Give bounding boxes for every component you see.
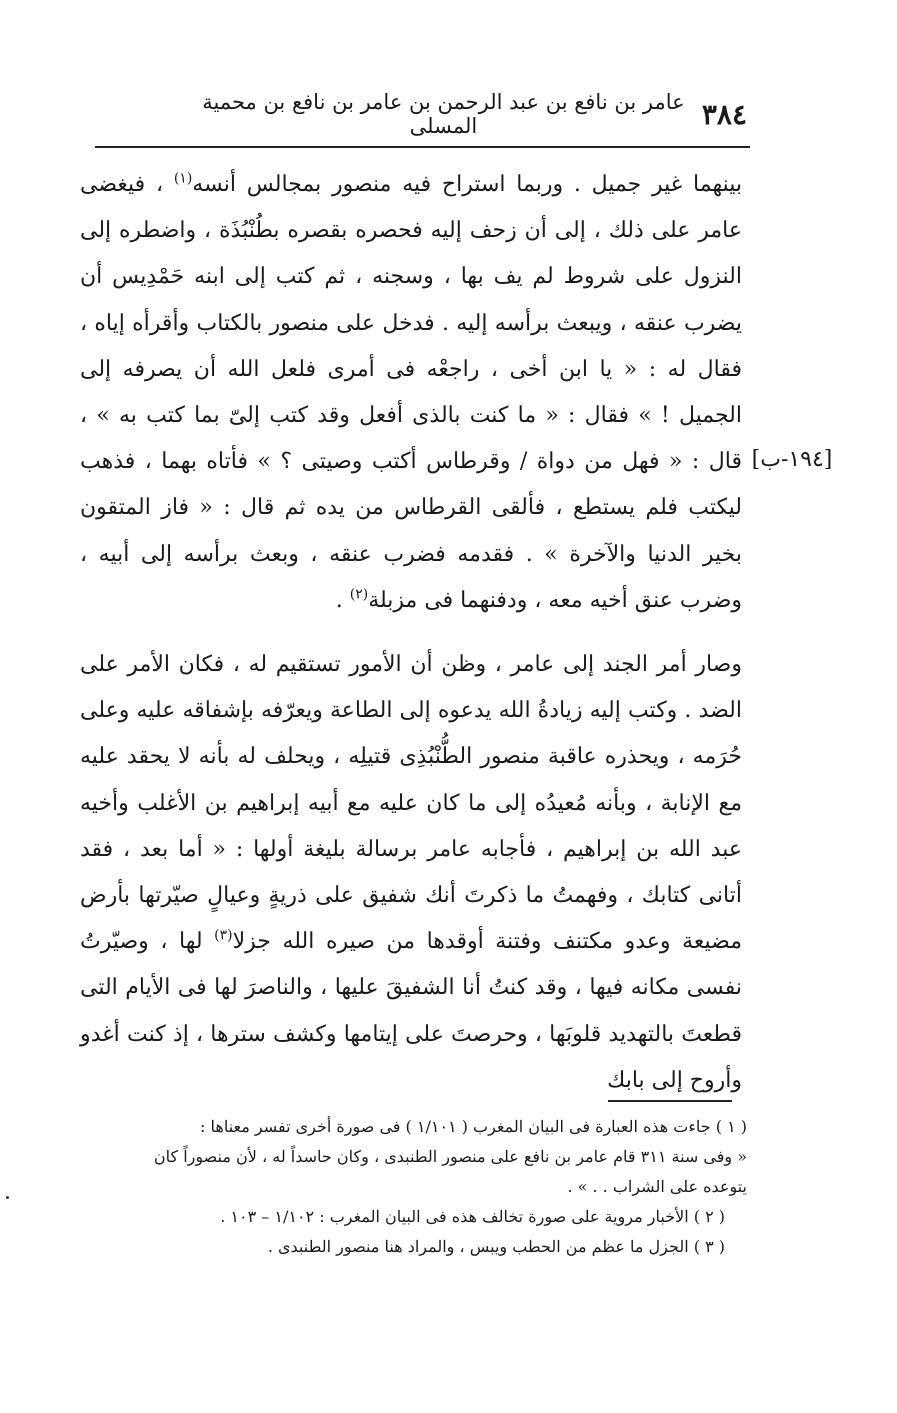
footnote-ref-1[interactable]: (١) — [173, 170, 193, 187]
paragraph-1 — [80, 162, 742, 624]
paragraph-2-part-b: لها ، وصيّرتُ نفسى مكانه فيها ، وقد كنتُ أنا الشفيقَ عليها ، والناصرَ لها فى الأيام التى قطعتَ بالتهديد قلوبَها ، وحرصتَ على إيتامها وكشف سترها ، إذ كنت أغدو وأروح إلى بابك — [80, 929, 742, 1093]
main-text — [80, 162, 742, 1104]
footnote-ref-2[interactable]: (٢) — [349, 586, 369, 603]
paragraph-1-part-a: بينهما غير جميل . وربما استراح فيه منصور بمجالس أنسه — [192, 172, 742, 197]
footnote-2: ( ٢ ) الأخبار مروية على صورة تخالف هذه فى البيان المغرب : ١/١٠٢ – ١٠٣ . — [220, 1207, 725, 1226]
footnote-1-line-2: « وفى سنة ٣١١ قام عامر بن نافع على منصور الطنبدى ، وكان حاسداً له ، لأن منصوراً كان — [153, 1147, 747, 1166]
scan-speck — [6, 1196, 9, 1199]
footnote-ref-3[interactable]: (٣) — [214, 927, 233, 944]
page-number: ٣٨٤ — [701, 97, 747, 131]
header-rule — [95, 146, 750, 148]
footnote-1-line-3: يتوعده على الشراب . . » . — [567, 1177, 747, 1196]
footnote-rule — [608, 1100, 732, 1102]
page-header — [95, 92, 747, 136]
paragraph-1-part-b: ، فيغضى عامر على ذلك ، إلى أن زحف إليه فحصره بقصره بطُنْبُذَة ، واضطره إلى النزول على شروط لم يف بها ، وسجنه ، ثم كتب إلى ابنه حَمْدِيس أن يضرب عنقه ، ويبعث برأسه إليه . فدخل على منصور بالكتاب وأقرأه إياه ، فقال له : « يا ابن أخى ، راجعْه فى أمرى فلعل الله أن يصرفه إلى الجميل ! » فقال : « ما كنت بالذى أفعل وقد كتب إلىّ بما كتب به » ، قال : « فهل من دواة / وقرطاس أكتب وصيتى ؟ » فأتاه بهما ، فذهب ليكتب فلم يستطع ، فألقى القرطاس من يده ثم قال : « فاز المتقون بخير الدنيا والآخرة » . فقدمه فضرب عنقه ، وبعث برأسه إلى أبيه ، وضرب عنق أخيه معه ، ودفنهما فى مزبلة — [80, 172, 742, 613]
paragraph-1-part-c: . — [335, 587, 350, 613]
manuscript-folio-marker: [١٩٤-ب] — [751, 447, 833, 472]
running-title: عامر بن نافع بن عبد الرحمن بن عامر بن نافع بن محمية المسلى — [202, 90, 685, 138]
footnotes — [95, 1112, 747, 1262]
paragraph-2 — [80, 642, 742, 1104]
footnote-3: ( ٣ ) الجزل ما عظم من الحطب ويبس ، والمراد هنا منصور الطنبدى . — [267, 1237, 725, 1256]
footnote-1-line-1: ( ١ ) جاءت هذه العبارة فى البيان المغرب ( ١/١٠١ ) فى صورة أخرى تفسر معناها : — [200, 1117, 747, 1136]
paragraph-2-part-a: وصار أمر الجند إلى عامر ، وظن أن الأمور تستقيم له ، فكان الأمر على الضد . وكتب إليه زيادةُ الله يدعوه إلى الطاعة ويعرّفه بإشفاقه عليه وعلى حُرَمه ، ويحذره عاقبة منصور الطُّنْبُذِى قتيلِه ، ويحلف له بأنه لا يحقد عليه مع الإنابة ، وبأنه مُعيدُه إلى ما كان عليه مع أبيه إبراهيم بن الأغلب وأخيه عبد الله بن إبراهيم ، فأجابه عامر برسالة بليغة أولها : « أما بعد ، فقد أتانى كتابك ، وفهمتُ ما ذكرتَ أنك شفيق على ذريةٍ وعيالٍ صيّرتها بأرض مضيعة وعدو مكتنف وفتنة أوقدها من صيره الله جزلا — [80, 652, 743, 955]
